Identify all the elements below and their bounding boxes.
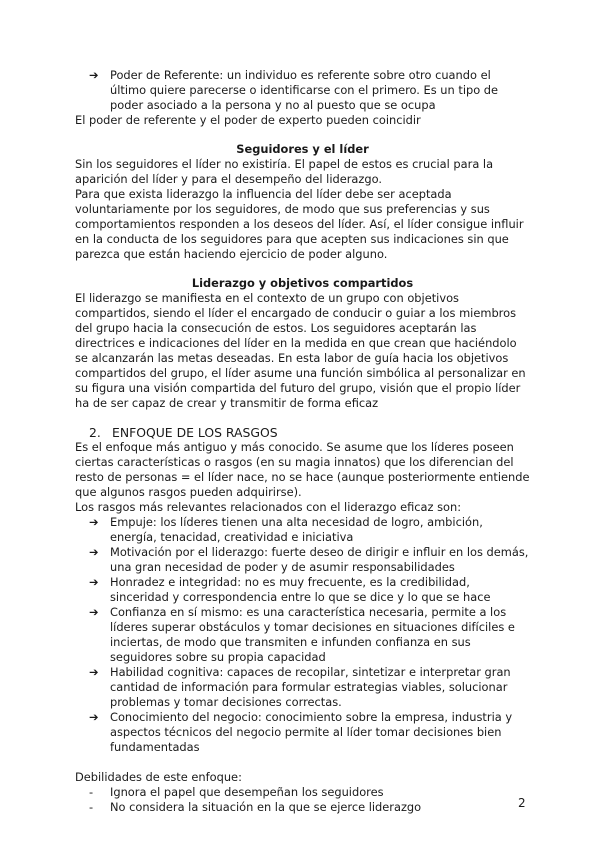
trait-text: Conocimiento del negocio: conocimiento sobre la empresa, industria y aspectos técnicos del negocio permite al líder tomar decisiones bien fundamentadas — [110, 710, 513, 754]
followers-heading: Seguidores y el líder — [236, 142, 369, 156]
followers-paragraph-1: Sin los seguidores el líder no existiría. El papel de estos es crucial para la aparición del líder y para el desempeño del liderazgo. — [75, 157, 494, 186]
arrow-bullet-icon: ➔ — [89, 575, 99, 589]
traits-approach-heading — [89, 425, 530, 440]
arrow-bullet-icon: ➔ — [89, 605, 99, 619]
trait-text: Habilidad cognitiva: capaces de recopilar, sintetizar e interpretar gran cantidad de información para formular estrategias viables, solucionar problemas y tomar decisiones correctas. — [110, 665, 511, 709]
dash-bullet-icon: - — [89, 800, 94, 814]
trait-text: Empuje: los líderes tienen una alta necesidad de logro, ambición, energía, tenacidad, creatividad e iniciativa — [110, 515, 483, 544]
list-item — [89, 665, 530, 710]
trait-text: Motivación por el liderazgo: fuerte deseo de dirigir e influir en los demás, una gran necesidad de poder y de asumir responsabilidades — [110, 545, 529, 574]
trait-text: Confianza en sí mismo: es una característica necesaria, permite a los líderes superar obstáculos y tomar decisiones en situaciones difíciles e inciertas, de modo que transmiten e infunden confianza en sus seguidores sobre su propia capacidad — [110, 605, 515, 664]
followers-paragraph-2: Para que exista liderazgo la influencia del líder debe ser aceptada voluntariamente por los seguidores, de modo que sus preferencias y sus comportamientos responden a los deseos del líder. Así, el líder consigue influir en la conducta de los seguidores para que acepten sus indicaciones sin que parezca que están haciendo ejercicio de poder alguno. — [75, 187, 524, 261]
page-content — [75, 68, 530, 815]
traits-list — [89, 515, 530, 755]
list-item — [89, 575, 530, 605]
list-item — [89, 545, 530, 575]
shared-goals-heading: Liderazgo y objetivos compartidos — [191, 276, 414, 290]
list-item — [89, 515, 530, 545]
arrow-bullet-icon: ➔ — [89, 665, 99, 679]
arrow-bullet-icon: ➔ — [89, 515, 99, 529]
traits-lead: Los rasgos más relevantes relacionados con el liderazgo eficaz son: — [75, 500, 462, 514]
arrow-bullet-icon: ➔ — [89, 710, 99, 724]
list-item — [89, 605, 530, 665]
power-coincide-note: El poder de referente y el poder de experto pueden coincidir — [75, 113, 421, 127]
trait-text: Honradez e integridad: no es muy frecuente, es la credibilidad, sinceridad y correspondencia entre lo que se dice y lo que se hace — [110, 575, 491, 604]
referent-power-item — [89, 68, 530, 113]
page-number: 2 — [518, 796, 526, 810]
section-title: ENFOQUE DE LOS RASGOS — [112, 425, 278, 440]
list-item — [89, 710, 530, 755]
dash-bullet-icon: - — [89, 785, 94, 799]
weaknesses-heading: Debilidades de este enfoque: — [75, 770, 242, 784]
weakness-text: No considera la situación en la que se ejerce liderazgo — [110, 800, 422, 814]
section-number: 2. — [89, 425, 101, 440]
list-item — [89, 785, 530, 800]
list-item — [89, 800, 530, 815]
arrow-bullet-icon: ➔ — [89, 545, 99, 559]
weakness-text: Ignora el papel que desempeñan los seguidores — [110, 785, 384, 799]
weaknesses-list — [89, 785, 530, 815]
traits-intro: Es el enfoque más antiguo y más conocido. Se asume que los líderes poseen ciertas características o rasgos (en su magia innatos) que los diferencian del resto de personas = el líder nace, no se hace (aunque posteriormente entiende que algunos rasgos pueden adquirirse). — [75, 440, 530, 499]
referent-power-text: Poder de Referente: un individuo es referente sobre otro cuando el último quiere parecerse o identificarse con el primero. Es un tipo de poder asociado a la persona y no al puesto que se ocupa — [110, 68, 499, 112]
arrow-bullet-icon: ➔ — [89, 68, 99, 82]
shared-goals-paragraph: El liderazgo se manifiesta en el contexto de un grupo con objetivos compartidos, siendo el líder el encargado de conducir o guiar a los miembros del grupo hacia la consecución de estos. Los seguidores aceptarán las directrices e indicaciones del líder en la medida en que crean que haciéndolo se alcanzarán las metas deseadas. En esta labor de guía hacia los objetivos compartidos del grupo, el líder asume una función simbólica al personalizar en su figura una visión compartida del futuro del grupo, visión que el propio líder ha de ser capaz de crear y transmitir de forma eficaz — [75, 291, 526, 410]
